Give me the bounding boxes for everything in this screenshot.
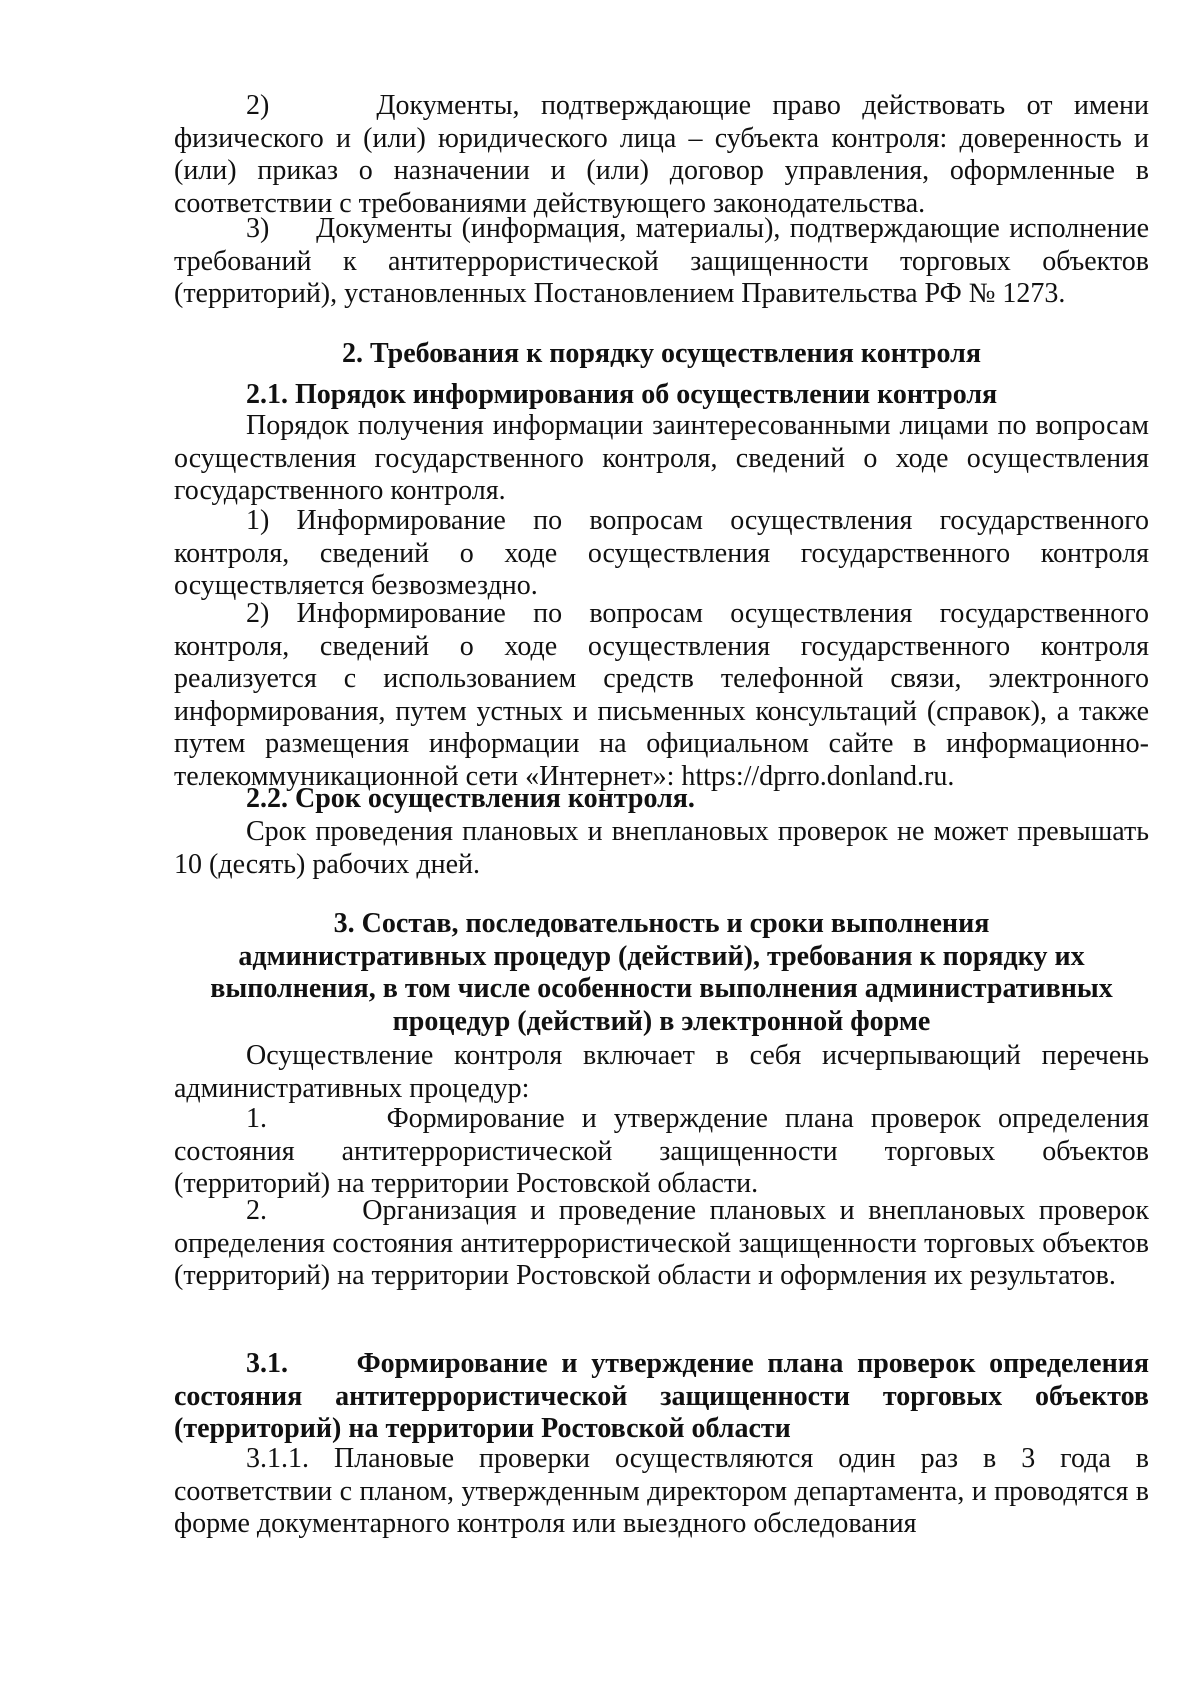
section-3-heading-line-4: процедур (действий) в электронной форме [392,1005,931,1037]
section-2-2-text-block [174,816,1149,881]
section-2-2-heading-block [174,783,1149,816]
section-2-1-heading: 2.1. Порядок информирования об осуществлении контроля [246,379,998,410]
section-3-intro: Осуществление контроля включает в себя исчерпывающий перечень административных процедур: [174,1040,1149,1104]
item-3-text: 3) Документы (информация, материалы), подтверждающие исполнение требований к антитеррористической защищенности торговых объектов (территорий), установленных Постановлением Правительства РФ № 1273. [174,213,1149,310]
section-2-heading: 2. Требования к порядку осуществления контроля [342,338,981,369]
section-3-1-heading-block [174,1348,1149,1446]
section-3-heading-block [174,908,1149,1038]
section-2-1-intro-block [174,410,1149,508]
section-3-heading-line-2: административных процедур (действий), требования к порядку их [238,940,1085,972]
section-3-item-1: 1. Формирование и утверждение плана проверок определения состояния антитеррористической защищенности торговых объектов (территорий) на территории Ростовской области. [174,1103,1149,1200]
section-3-1-heading: 3.1. Формирование и утверждение плана проверок определения состояния антитеррористической защищенности торговых объектов (территорий) на территории Ростовской области [174,1348,1149,1445]
section-3-heading-line-3: выполнения, в том числе особенности выполнения административных [210,973,1113,1005]
section-3-1-1-block [174,1443,1149,1541]
section-3-item-2-block [174,1195,1149,1293]
section-2-2-heading: 2.2. Срок осуществления контроля. [246,783,695,814]
section-2-heading-block [174,338,1149,371]
section-3-heading-line-1: 3. Состав, последовательность и сроки выполнения [333,908,990,939]
section-2-1-item-1: 1) Информирование по вопросам осуществления государственного контроля, сведений о ходе осуществления государственного контроля осуществляется безвозмездно. [174,505,1149,602]
section-3-1-1-text: 3.1.1. Плановые проверки осуществляются один раз в 3 года в соответствии с планом, утвержденным директором департамента, и проводятся в форме документарного контроля или выездного обследования [174,1443,1149,1540]
section-3-item-2: 2. Организация и проведение плановых и внеплановых проверок определения состояния антитеррористической защищенности торговых объектов (территорий) на территории Ростовской области и оформления их результатов. [174,1195,1149,1292]
section-3-item-1-block [174,1103,1149,1201]
section-2-2-text: Срок проведения плановых и внеплановых проверок не может превышать 10 (десять) рабочих дней. [174,816,1149,880]
section-2-1-item-1-block [174,505,1149,603]
section-2-1-item-2: 2) Информирование по вопросам осуществления государственного контроля, сведений о ходе осуществления государственного контроля реализуется с использованием средств телефонной связи, электронного информирования, путем устных и письменных консультаций (справок), а также путем размещения информации на официальном сайте в информационно-телекоммуникационной сети «Интернет»: https://dprro.donland.ru. [174,598,1149,792]
section-2-1-item-2-block [174,598,1149,794]
section-3-intro-block [174,1040,1149,1105]
item-2-text: 2) Документы, подтверждающие право действовать от имени физического и (или) юридического лица – субъекта контроля: доверенность и (или) приказ о назначении и (или) договор управления, оформленные в соответствии с требованиями действующего законодательства. [174,90,1149,219]
paragraph-item-3 [174,213,1149,311]
paragraph-item-2 [174,90,1149,220]
section-2-1-heading-block [174,379,1149,412]
section-2-1-intro: Порядок получения информации заинтересованными лицами по вопросам осуществления государственного контроля, сведений о ходе осуществления государственного контроля. [174,410,1149,507]
